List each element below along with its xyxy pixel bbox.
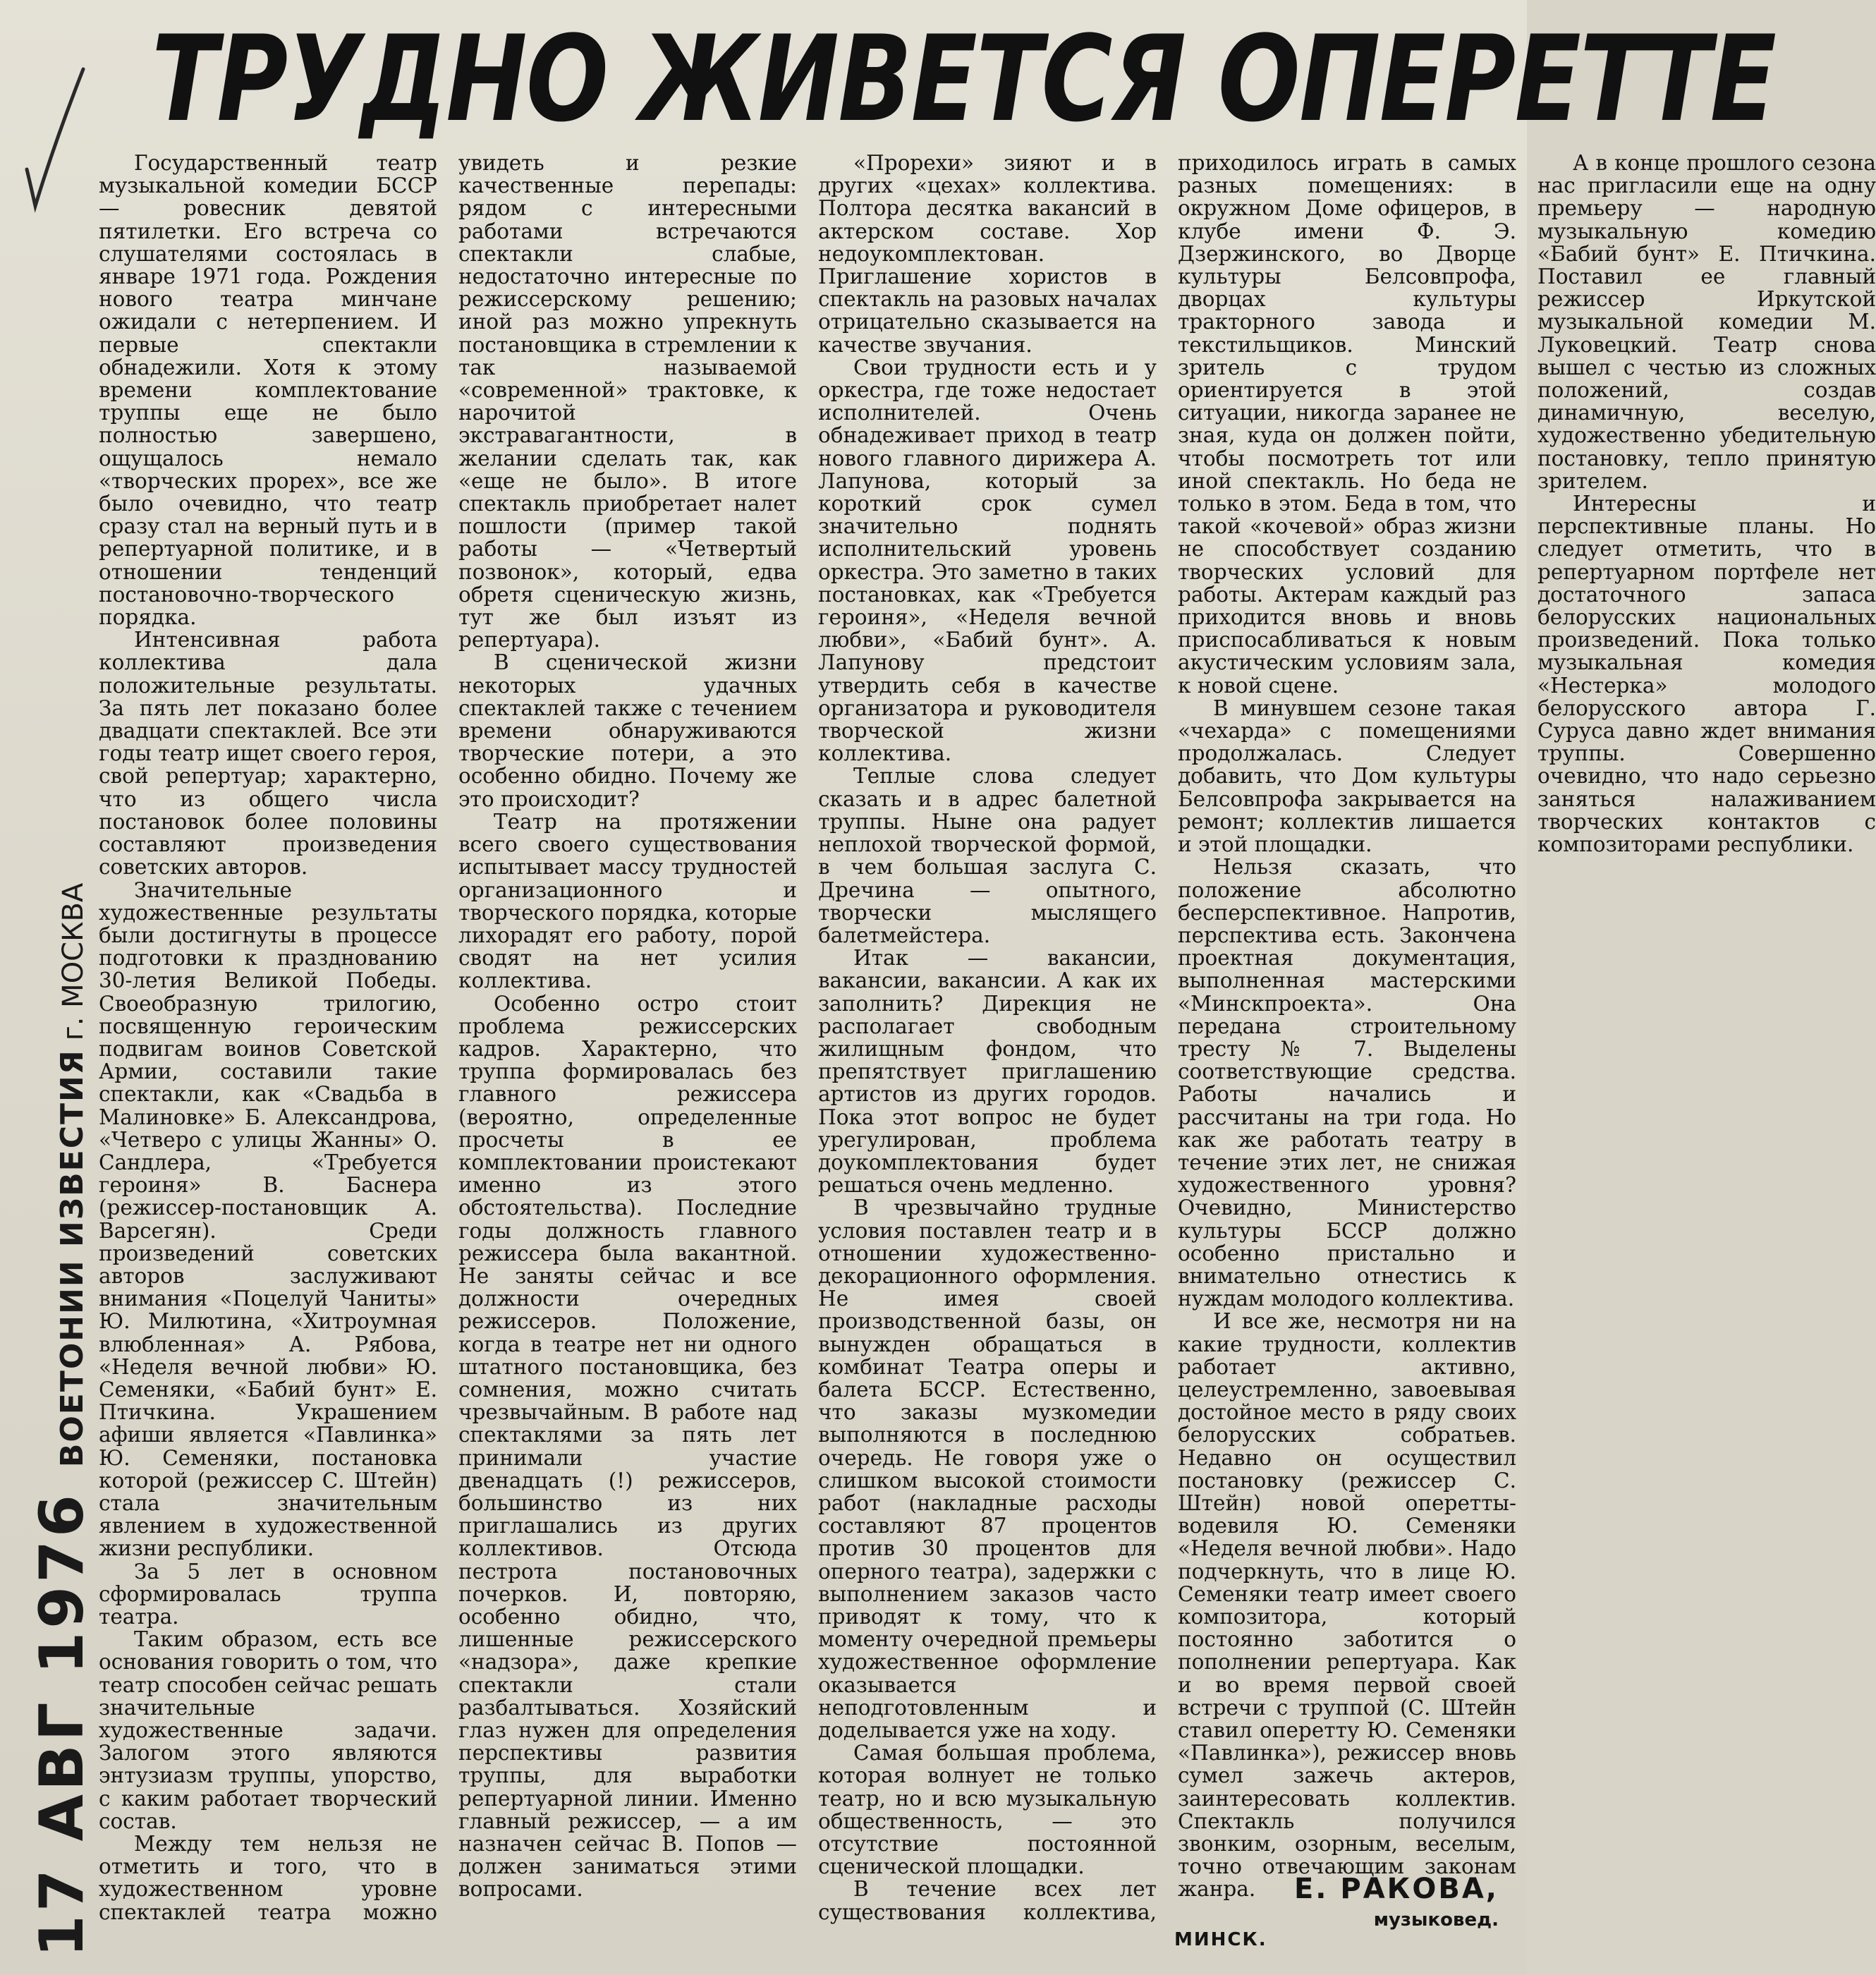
article-paragraph: Особенно остро стоит проблема режиссерских кадров. Характерно, что труппа формировалась без главного режиссера (вероятно, определенные просчеты в ее комплектовании проистекают именно из этого обстоятельства). Последние годы должность главного режиссера была вакантной. Не заняты сейчас и все должности очередных режиссеров. Положение, когда в театре нет ни одного штатного постановщика, без сомнения, можно считать чрезвычайным. В работе над спектаклями за пять лет принимали участие двенадцать (!) режиссеров, большинство из них приглашались из других коллективов. Отсюда пестрота постановочных почерков. И, повторяю, особенно обидно, что, лишенные режиссерского «надзора», даже крепкие спектакли стали разбалтываться. Хозяйский глаз нужен для определения перспективы развития труппы, для выработки репертуарной линии. Именно главный режиссер, — а им назначен сейчас В. Попов — должен заниматься этими вопросами. <box>458 991 797 1902</box>
article-body <box>99 151 1876 1936</box>
article-paragraph: В течение всех лет существования коллектива, приходилось играть в самых разных помещениях: в окружном Доме офицеров, в клубе имени Ф. Э. Дзержинского, во Дворце культуры Белсовпрофа, дворцах культуры тракторного завода и текстильщиков. Минский зритель с трудом ориентируется в этой ситуации, никогда заранее не зная, куда он должен пойти, чтобы посмотреть тот или иной спектакль. Но беда не только в этом. Беда в том, что такой «кочевой» образ жизни не способствует созданию творческих условий для работы. Актерам каждый раз приходится вновь и вновь приспосабливаться к новым акустическим условиям зала, к новой сцене. <box>818 151 1516 1924</box>
article-paragraph: В чрезвычайно трудные условия поставлен театр и в отношении художественно-декорационного оформления. Не имея своей производственной базы, он вынужден обращаться в комбинат Театра оперы и балета БССР. Естественно, что заказы музкомедии выполняются в последнюю очередь. Не говоря уже о слишком высокой стоимости работ (накладные расходы составляют 87 процентов против 30 процентов для оперного театра), задержки с выполнением заказов часто приводят к тому, что к моменту очередной премьеры художественное оформление оказывается неподготовленным и доделывается уже на ходу. <box>818 1196 1157 1743</box>
handwritten-check-icon <box>21 63 88 212</box>
article-paragraph: Самая большая проблема, которая волнует не только театр, но и всю музыкальную общественность, — это отсутствие постоянной сценической площадки. <box>818 1741 1157 1879</box>
headline: ТРУДНО ЖИВЕТСЯ ОПЕРЕТТЕ <box>152 10 1776 148</box>
article-paragraph: Государственный театр музыкальной комедии БССР — ровесник девятой пятилетки. Его встреча со слушателями состоялась в январе 1971 года. Рождения нового театра минчане ожидали с нетерпением. И первые спектакли обнадежили. Хотя к этому времени комплектование труппы еще не было полностью завершено, ощущалось немало «творческих прорех», все же было очевидно, что театр сразу стал на верный путь и в репертуарной политике, и в отношении тенденций постановочно-творческого порядка. <box>99 151 437 630</box>
dateline-city: МИНСК. <box>1174 1929 1267 1950</box>
article-paragraph: Свои трудности есть и у оркестра, где тоже недостает исполнителей. Очень обнадеживает приход в театр нового главного дирижера А. Лапунова, который за короткий срок сумел значительно поднять исполнительский уровень оркестра. Это заметно в таких постановках, как «Требуется героиня», «Неделя вечной любви», «Бабий бунт». А. Лапунову предстоит утвердить себя в качестве организатора и руководителя творческой жизни коллектива. <box>818 355 1157 766</box>
stamp-date: 17 АВГ 1976 <box>27 1491 97 1957</box>
article-paragraph: Между тем нельзя не отметить и того, что в художественном уровне спектаклей театра можно увидеть и резкие качественные перепады: рядом с интересными работами встречаются спектакли слабые, недостаточно интересные по режиссерскому решению; иной раз можно упрекнуть постановщика в стремлении к так называемой «современной» трактовке, к нарочитой экстравагантности, в желании сделать так, как «еще не было». В итоге спектакль приобретает налет пошлости (пример такой работы — «Четвертый позвонок», который, едва обретя сценическую жизнь, тут же был изъят из репертуара). <box>99 151 797 1924</box>
article-paragraph: Интенсивная работа коллектива дала положительные результаты. За пять лет показано более двадцати спектаклей. Все эти годы театр ищет своего героя, свой репертуар; характерно, что из общего числа постановок более половины составляют произведения советских авторов. <box>99 628 437 880</box>
stamp-city: г. МОСКВА <box>57 882 90 1041</box>
article-paragraph: Значительные художественные результаты были достигнуты в процессе подготовки к празднованию 30-летия Великой Победы. Своеобразную трилогию, посвященную героическим подвигам воинов Советской Армии, составили такие спектакли, как «Свадьба в Малиновке» Б. Александрова, «Четверо с улицы Жанны» О. Сандлера, «Требуется героиня» В. Баснера (режиссер-постановщик А. Варсегян). Среди произведений советских авторов заслуживают внимания «Поцелуй Чаниты» Ю. Милютина, «Хитроумная влюбленная» А. Рябова, «Неделя вечной любви» Ю. Семеняки, «Бабий бунт» Е. Птичкина. Украшением афиши является «Павлинка» Ю. Семеняки, постановка которой (режиссер С. Штейн) стала значительным явлением в художественной жизни республики. <box>99 877 437 1561</box>
article-paragraph: Таким образом, есть все основания говорить о том, что театр способен сейчас решать значительные художественные задачи. Залогом этого являются энтузиазм труппы, упорство, с каким работает творческий состав. <box>99 1627 437 1833</box>
author-name: Е. РАКОВА, <box>1293 1873 1499 1905</box>
article-paragraph: Интересны и перспективные планы. Но следует отметить, что в репертуарном портфеле нет достаточного запаса белорусских национальных произведений. Пока только музыкальная комедия «Нестерка» молодого белорусского автора Г. Суруса давно ждет внимания труппы. Совершенно очевидно, что надо серьезно заняться налаживанием творческих контактов с композиторами республики. <box>1537 492 1876 857</box>
article-paragraph: В минувшем сезоне такая «чехарда» с помещениями продолжалась. Следует добавить, что Дом культуры Белсовпрофа закрывается на ремонт; коллектив лишается и этой площадки. <box>1178 695 1516 857</box>
article-paragraph: В сценической жизни некоторых удачных спектаклей также с течением времени обнаруживаются творческие потери, а это особенно обидно. Почему же это происходит? <box>458 650 797 811</box>
article-paragraph: «Прорехи» зияют и в других «цехах» коллектива. Полтора десятка вакансий в актерском составе. Хор недоукомплектован. Приглашение хористов в спектакль на разовых началах отрицательно сказывается на качестве звучания. <box>818 151 1157 357</box>
article-paragraph: Театр на протяжении всего своего существования испытывает массу трудностей организационного и творческого порядка, которые лихорадят его работу, порой сводят на нет усилия коллектива. <box>458 809 797 993</box>
date-stamp <box>27 883 97 1957</box>
article-paragraph: А в конце прошлого сезона нас пригласили еще на одну премьеру — народную музыкальную комедию «Бабий бунт» Е. Птичкина. Поставил ее главный режиссер Иркутской музыкальной комедии М. Луковецкий. Театр снова вышел с честью из сложных положений, создав динамичную, веселую, художественно убедительную постановку, тепло принятую зрителем. <box>1537 151 1876 493</box>
author-role: музыковед. <box>1373 1909 1499 1931</box>
article-paragraph: За 5 лет в основном сформировалась труппа театра. <box>99 1559 437 1629</box>
author-signature <box>1174 1873 1499 1950</box>
article-paragraph: И все же, несмотря ни на какие трудности, коллектив работает активно, целеустремленно, завоевывая достойное место в ряду своих белорусских собратьев. Недавно он осуществил постановку (режиссер С. Штейн) новой оперетты-водевиля Ю. Семеняки «Неделя вечной любви». Надо подчеркнуть, что в лице Ю. Семеняки театр имеет своего композитора, который постоянно заботится о пополнении репертуара. Как и во время первой своей встречи с труппой (С. Штейн ставил оперетту Ю. Семеняки «Павлинка»), режиссер вновь сумел зажечь актеров, заинтересовать коллектив. Спектакль получился звонким, озорным, веселым, точно отвечающим законам жанра. <box>1178 1309 1516 1902</box>
article-paragraph: Теплые слова следует сказать и в адрес балетной труппы. Ныне она радует неплохой творческой формой, в чем большая заслуга С. Дречина — опытного, творчески мыслящего балетмейстера. <box>818 764 1157 947</box>
article-paragraph: Итак — вакансии, вакансии, вакансии. А как их заполнить? Дирекция не располагает свободным жилищным фондом, что препятствует приглашению артистов из других городов. Пока этот вопрос не будет урегулирован, проблема доукомплектования будет решаться очень медленно. <box>818 946 1157 1198</box>
article-paragraph: Нельзя сказать, что положение абсолютно бесперспективное. Напротив, перспектива есть. Закончена проектная документация, выполненная мастерскими «Минскпроекта». Она передана строительному тресту № 7. Выделены соответствующие средства. Работы начались и рассчитаны на три года. Но как же работать театру в течение этих лет, не снижая художественного уровня? Очевидно, Министерство культуры БССР должно особенно пристально и внимательно отнестись к нуждам молодого коллектива. <box>1178 855 1516 1311</box>
stamp-source: ВОЕТОНИИ ИЗВЕСТИЯ <box>54 1049 90 1468</box>
